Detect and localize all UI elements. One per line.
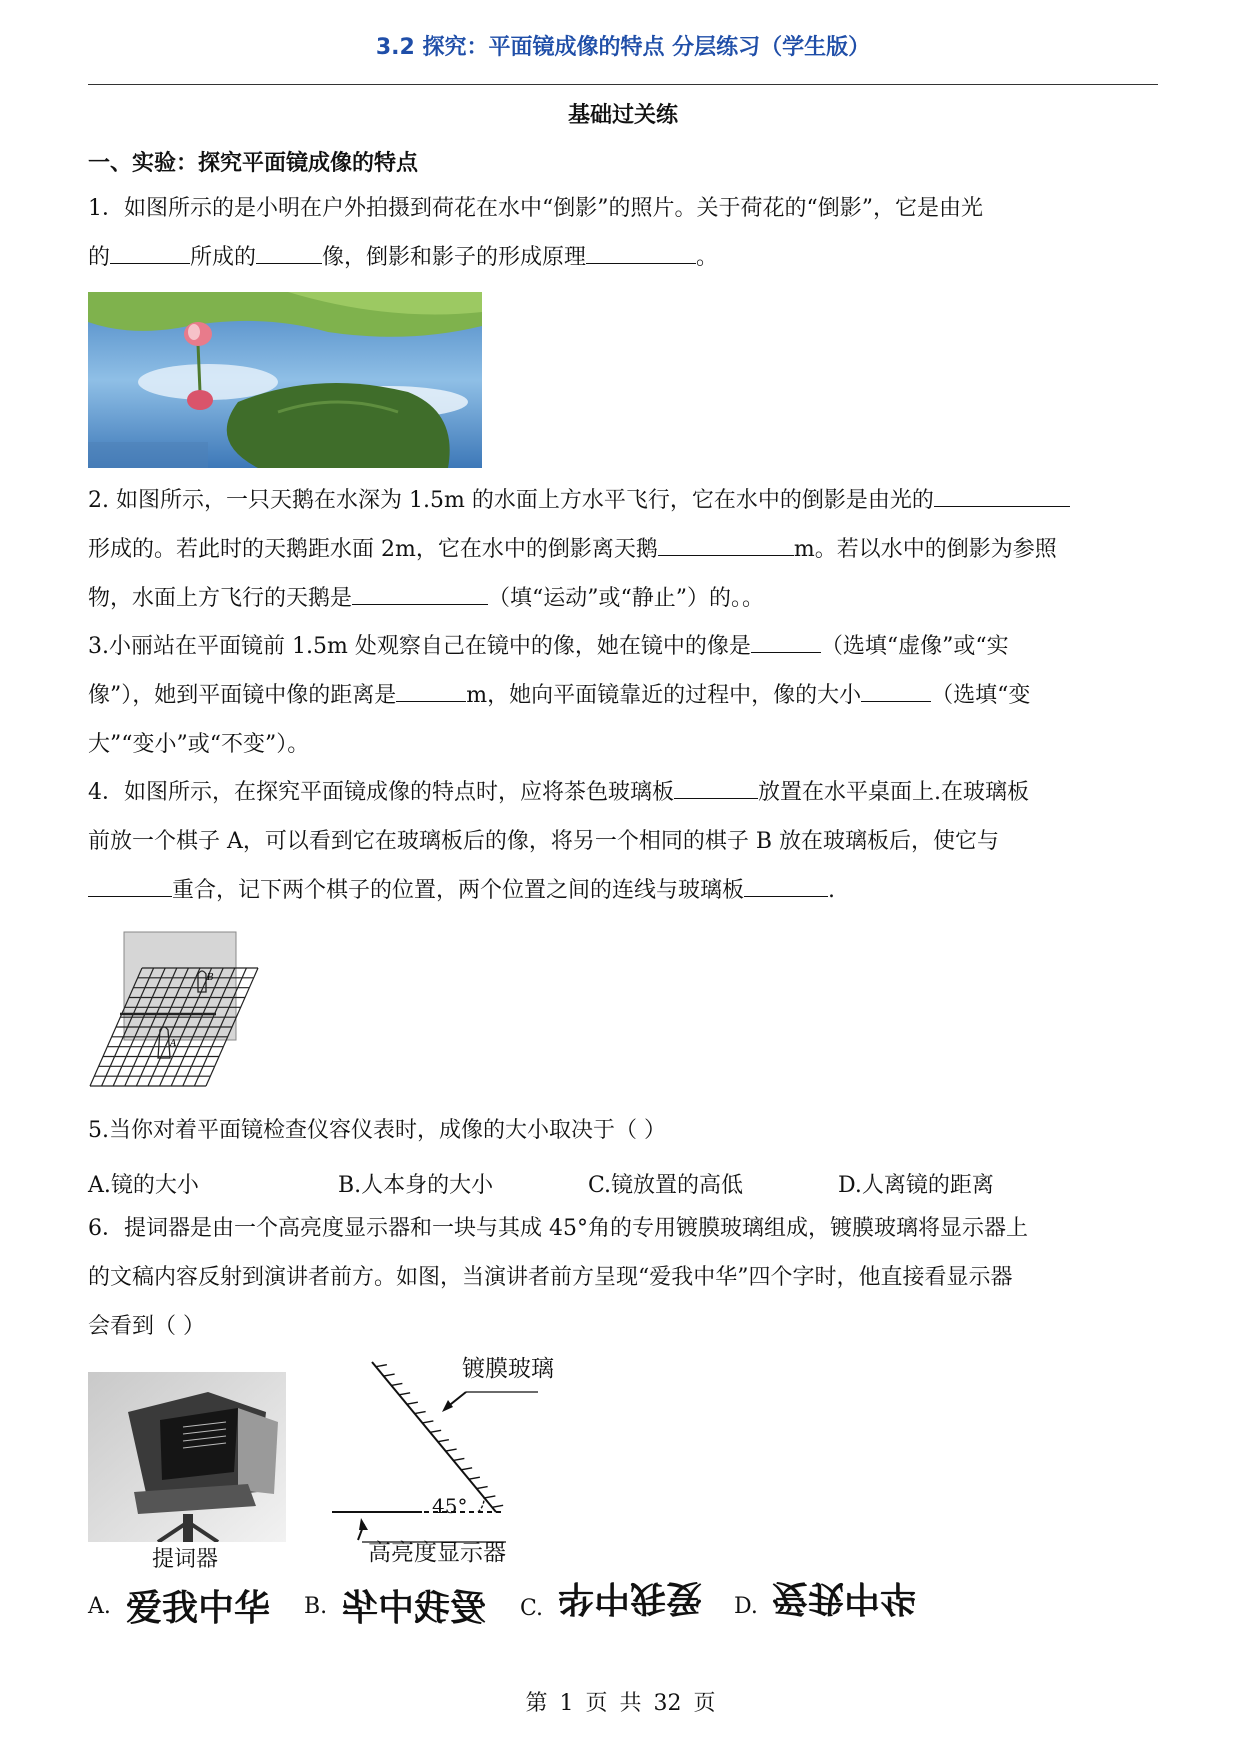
choice-d-text[interactable]: 爱我中华 (772, 1577, 917, 1618)
option-c[interactable]: C.镜放置的高低 (588, 1173, 744, 1198)
question-6 (88, 1204, 1160, 1351)
question-3 (88, 622, 1160, 769)
q4-line2: 前放一个棋子 A，可以看到它在玻璃板后的像，将另一个相同的棋子 B 放在玻璃板后，使它与 (88, 829, 1000, 854)
subsection-title: 一、实验：探究平面镜成像的特点 (88, 151, 419, 176)
answer-blank[interactable] (744, 870, 828, 897)
page-number: 1 (559, 1691, 574, 1716)
answer-blank[interactable] (396, 675, 466, 702)
label-b: B (207, 973, 214, 983)
angle-label: 45° (432, 1494, 468, 1518)
q3-line1: 3.小丽站在平面镜前 1.5m 处观察自己在镜中的像，她在镜中的像是 （选填“虚像”或“实 (88, 622, 1160, 671)
lotus-reflection-photo (88, 292, 482, 472)
q2-line1: 2. 如图所示，一只天鹅在水深为 1.5m 的水面上方水平飞行，它在水中的倒影是由光的 (88, 476, 1160, 525)
label-a: A (170, 1039, 177, 1049)
answer-blank[interactable] (861, 675, 931, 702)
q5-stem: 5.当你对着平面镜检查仪容仪表时，成像的大小取决于（ ） (88, 1118, 666, 1143)
page-total: 32 (653, 1691, 682, 1716)
teleprompter-caption: 提词器 (152, 1547, 219, 1572)
q3-line3: 大”“变小”或“不变”）。 (88, 732, 310, 757)
choice-c-text[interactable]: 爱我中华 (557, 1577, 702, 1618)
q2-line3: 物，水面上方飞行的天鹅是 （填“运动”或“静止”）的。。 (88, 574, 1160, 623)
choice-c-label[interactable]: C. (520, 1596, 544, 1621)
answer-blank[interactable] (674, 772, 758, 799)
answer-blank[interactable] (586, 237, 696, 264)
q4-line1: 4．如图所示，在探究平面镜成像的特点时，应将茶色玻璃板 放置在水平桌面上.在玻璃板 (88, 768, 1160, 817)
choice-a-label[interactable]: A. (88, 1594, 111, 1619)
answer-blank[interactable] (352, 578, 488, 605)
page-footer: 第 1 页 共 32 页 (525, 1691, 716, 1716)
q2-line2: 形成的。若此时的天鹅距水面 2m，它在水中的倒影离天鹅 m。若以水中的倒影为参照 (88, 525, 1160, 574)
header-divider (88, 84, 1158, 85)
question-2 (88, 476, 1160, 623)
q6-line1: 6．提词器是由一个高亮度显示器和一块与其成 45°角的专用镀膜玻璃组成，镀膜玻璃将显示器上 (88, 1216, 1028, 1241)
option-a[interactable]: A.镜的大小 (88, 1173, 199, 1198)
q3-line2: 像”），她到平面镜中像的距离是 m，她向平面镜靠近的过程中，像的大小 （选填“变 (88, 671, 1160, 720)
choice-a-text[interactable]: 爱我中华 (126, 1588, 271, 1629)
question-5 (88, 1106, 1160, 1155)
question-1 (88, 184, 1160, 282)
choice-b-text[interactable]: 爱我中华 (341, 1588, 486, 1629)
q1-line2: 的 所成的 像，倒影和影子的形成原理 。 (88, 233, 1160, 282)
section-title: 基础过关练 (567, 103, 678, 128)
answer-blank[interactable] (751, 626, 821, 653)
choice-b-label[interactable]: B. (304, 1594, 328, 1619)
choice-d-label[interactable]: D. (734, 1594, 758, 1619)
question-4 (88, 768, 1160, 915)
answer-blank[interactable] (658, 529, 794, 556)
document-title: 3.2 探究：平面镜成像的特点 分层练习（学生版） (375, 35, 871, 60)
answer-blank[interactable] (256, 237, 322, 264)
answer-blank[interactable] (110, 237, 190, 264)
option-d[interactable]: D.人离镜的距离 (838, 1173, 994, 1198)
answer-blank[interactable] (934, 480, 1070, 507)
glass-plate-grid-diagram (88, 930, 278, 1094)
q1-line1: 1．如图所示的是小明在户外拍摄到荷花在水中“倒影”的照片。关于荷花的“倒影”，它是由光 (88, 196, 983, 221)
q4-line3: 重合，记下两个棋子的位置，两个位置之间的连线与玻璃板 . (88, 866, 1160, 915)
q6-line2: 的文稿内容反射到演讲者前方。如图，当演讲者前方呈现“爱我中华”四个字时，他直接看显示器 (88, 1265, 1013, 1290)
display-label: 高亮度显示器 (368, 1540, 506, 1566)
option-b[interactable]: B.人本身的大小 (338, 1173, 494, 1198)
teleprompter-photo (88, 1372, 286, 1546)
q6-line3: 会看到（ ） (88, 1314, 205, 1339)
coated-glass-label: 镀膜玻璃 (462, 1356, 554, 1382)
answer-blank[interactable] (88, 870, 172, 897)
